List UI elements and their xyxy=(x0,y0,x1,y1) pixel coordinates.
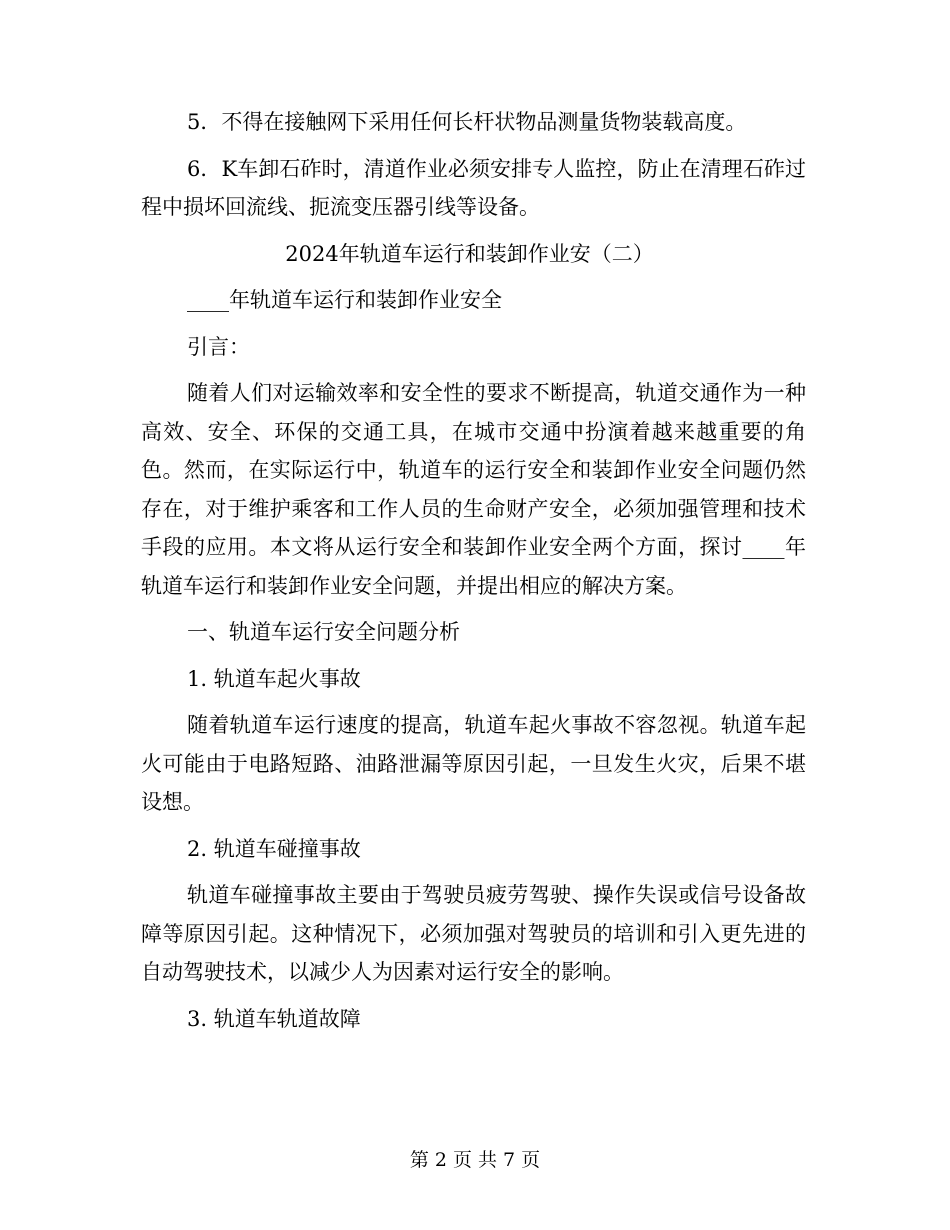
section-heading-1: 一、轨道车运行安全问题分析 xyxy=(187,620,460,644)
paragraph-gap xyxy=(141,992,806,1000)
paragraph-gap xyxy=(141,822,806,830)
paragraph-gap xyxy=(141,273,806,281)
section-title: 2024年轨道车运行和装卸作业安（二） xyxy=(285,241,654,266)
paragraph-gap xyxy=(141,652,806,660)
paragraph-gap xyxy=(141,698,806,706)
paragraph-gap xyxy=(141,366,806,374)
paragraph-gap xyxy=(141,320,806,328)
page-footer xyxy=(0,1146,950,1174)
paragraph-item-5: 5．不得在接触网下采用任何长杆状物品测量货物装载高度。 xyxy=(187,110,747,134)
page-number-label: 第 2 页 共 7 页 xyxy=(409,1149,541,1171)
paragraph-gap xyxy=(141,142,806,150)
paragraph-gap xyxy=(141,227,806,235)
paragraph-gap xyxy=(141,605,806,613)
intro-label: 引言： xyxy=(187,334,250,359)
collision-paragraph: 轨道车碰撞事故主要由于驾驶员疲劳驾驶、操作失误或信号设备故障等原因引起。这种情况下，必须加强对驾驶员的培训和引入更先进的自动驾驶技术，以减少人为因素对运行安全的影响。 xyxy=(141,883,806,984)
subheading-fire: 1. 轨道车起火事故 xyxy=(187,666,361,691)
paragraph-gap xyxy=(141,868,806,876)
document-subtitle: ____年轨道车运行和装卸作业安全 xyxy=(187,288,502,312)
fire-paragraph: 随着轨道车运行速度的提高，轨道车起火事故不容忽视。轨道车起火可能由于电路短路、油路泄漏等原因引起，一旦发生火灾，后果不堪设想。 xyxy=(141,713,806,814)
paragraph-item-6: 6．K车卸石砟时，清道作业必须安排专人监控，防止在清理石砟过程中损坏回流线、扼流变压器引线等设备。 xyxy=(141,156,806,219)
subheading-collision: 2. 轨道车碰撞事故 xyxy=(187,836,361,861)
subheading-track-fault: 3. 轨道车轨道故障 xyxy=(187,1006,361,1031)
document-body xyxy=(141,103,806,1038)
intro-paragraph: 随着人们对运输效率和安全性的要求不断提高，轨道交通作为一种高效、安全、环保的交通工具，在城市交通中扮演着越来越重要的角色。然而，在实际运行中，轨道车的运行安全和装卸作业安全问题仍然存在，对于维护乘客和工作人员的生命财产安全，必须加强管理和技术手段的应用。本文将从运行安全和装卸作业安全两个方面，探讨____年轨道车运行和装卸作业安全问题，并提出相应的解决方案。 xyxy=(141,381,806,598)
